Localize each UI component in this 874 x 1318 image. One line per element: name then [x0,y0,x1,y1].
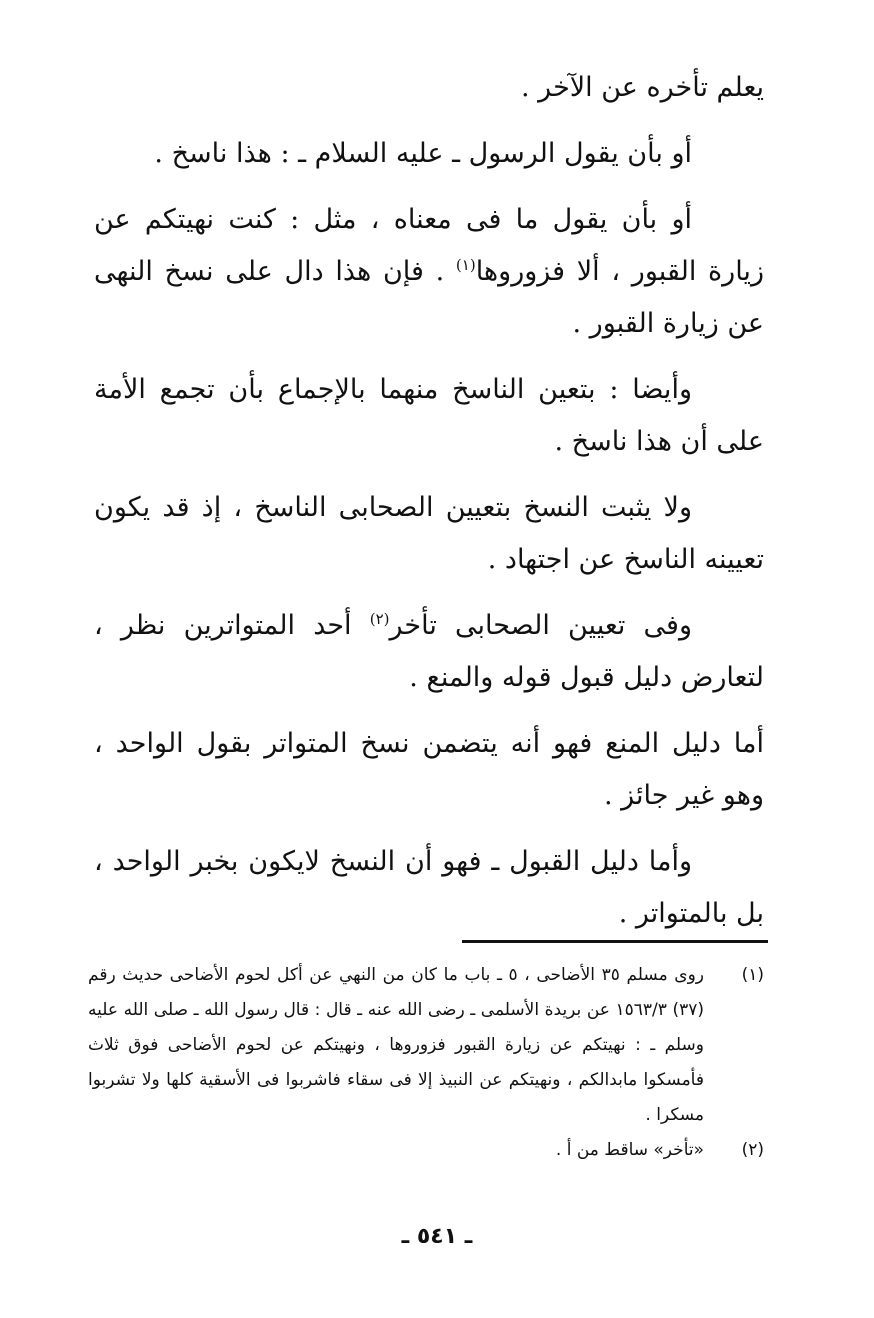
paragraph-text: ولا يثبت النسخ بتعيين الصحابى الناسخ ، إذ قد يكون تعيينه الناسخ عن اجتهاد . [94,492,764,575]
paragraph-4 [94,364,764,468]
paragraph-text: أما دليل المنع فهو أنه يتضمن نسخ المتواتر بقول الواحد ، وهو غير جائز . [94,728,764,811]
footnote-separator [462,940,768,943]
paragraph-2 [94,128,764,180]
paragraph-text-continued: . فإن هذا دال على نسخ النهى عن زيارة القبور . [94,256,764,339]
footnote-number: (١) [741,965,764,985]
footnote-text: روى مسلم ٣٥ الأضاحى ، ٥ ـ باب ما كان من النهي عن أكل لحوم الأضاحى حديث رقم (٣٧) ١٥٦٣/٣ عن بريدة الأسلمى ـ رضى الله عنه ـ قال : قال رسول الله ـ صلى الله عليه وسلم ـ : نهيتكم عن زيارة القبور فزوروها ، ونهيتكم عن لحوم الأضاحى فوق ثلاث فأمسكوا مابدالكم ، ونهيتكم عن النبيذ إلا فى سقاء فاشربوا فى الأسقية كلها ولا تشربوا مسكرا . [88,965,705,1125]
paragraph-3 [94,194,764,350]
main-text [94,62,764,954]
footnote-1 [88,958,764,1133]
paragraph-text: وفى تعيين الصحابى تأخر [389,610,693,641]
paragraph-text: أو بأن يقول ما فى معناه ، مثل : كنت نهيتكم عن زيارة القبور ، ألا فزوروها [94,204,764,287]
paragraph-6 [94,600,764,704]
footnote-reference-1: (١) [455,256,476,274]
footnote-text: «تأخر» ساقط من أ . [555,1140,704,1160]
paragraph-5 [94,482,764,586]
paragraph-text: وأما دليل القبول ـ فهو أن النسخ لايكون بخبر الواحد ، بل بالمتواتر . [94,846,764,929]
paragraph-1 [94,62,764,114]
footnote-number: (٢) [741,1140,764,1160]
paragraph-text: وأيضا : بتعين الناسخ منهما بالإجماع بأن تجمع الأمة على أن هذا ناسخ . [94,374,764,457]
page-number: ـ ٥٤١ ـ [401,1224,473,1249]
footnote-2 [88,1133,764,1168]
paragraph-8 [94,836,764,940]
footnote-reference-2: (٢) [369,610,390,628]
footnotes [88,958,764,1168]
paragraph-text: أو بأن يقول الرسول ـ عليه السلام ـ : هذا ناسخ . [154,138,692,169]
paragraph-text-continued: أحد المتواترين نظر ، لتعارض دليل قبول قوله والمنع . [94,610,764,693]
paragraph-7 [94,718,764,822]
paragraph-text: يعلم تأخره عن الآخر . [521,72,764,103]
